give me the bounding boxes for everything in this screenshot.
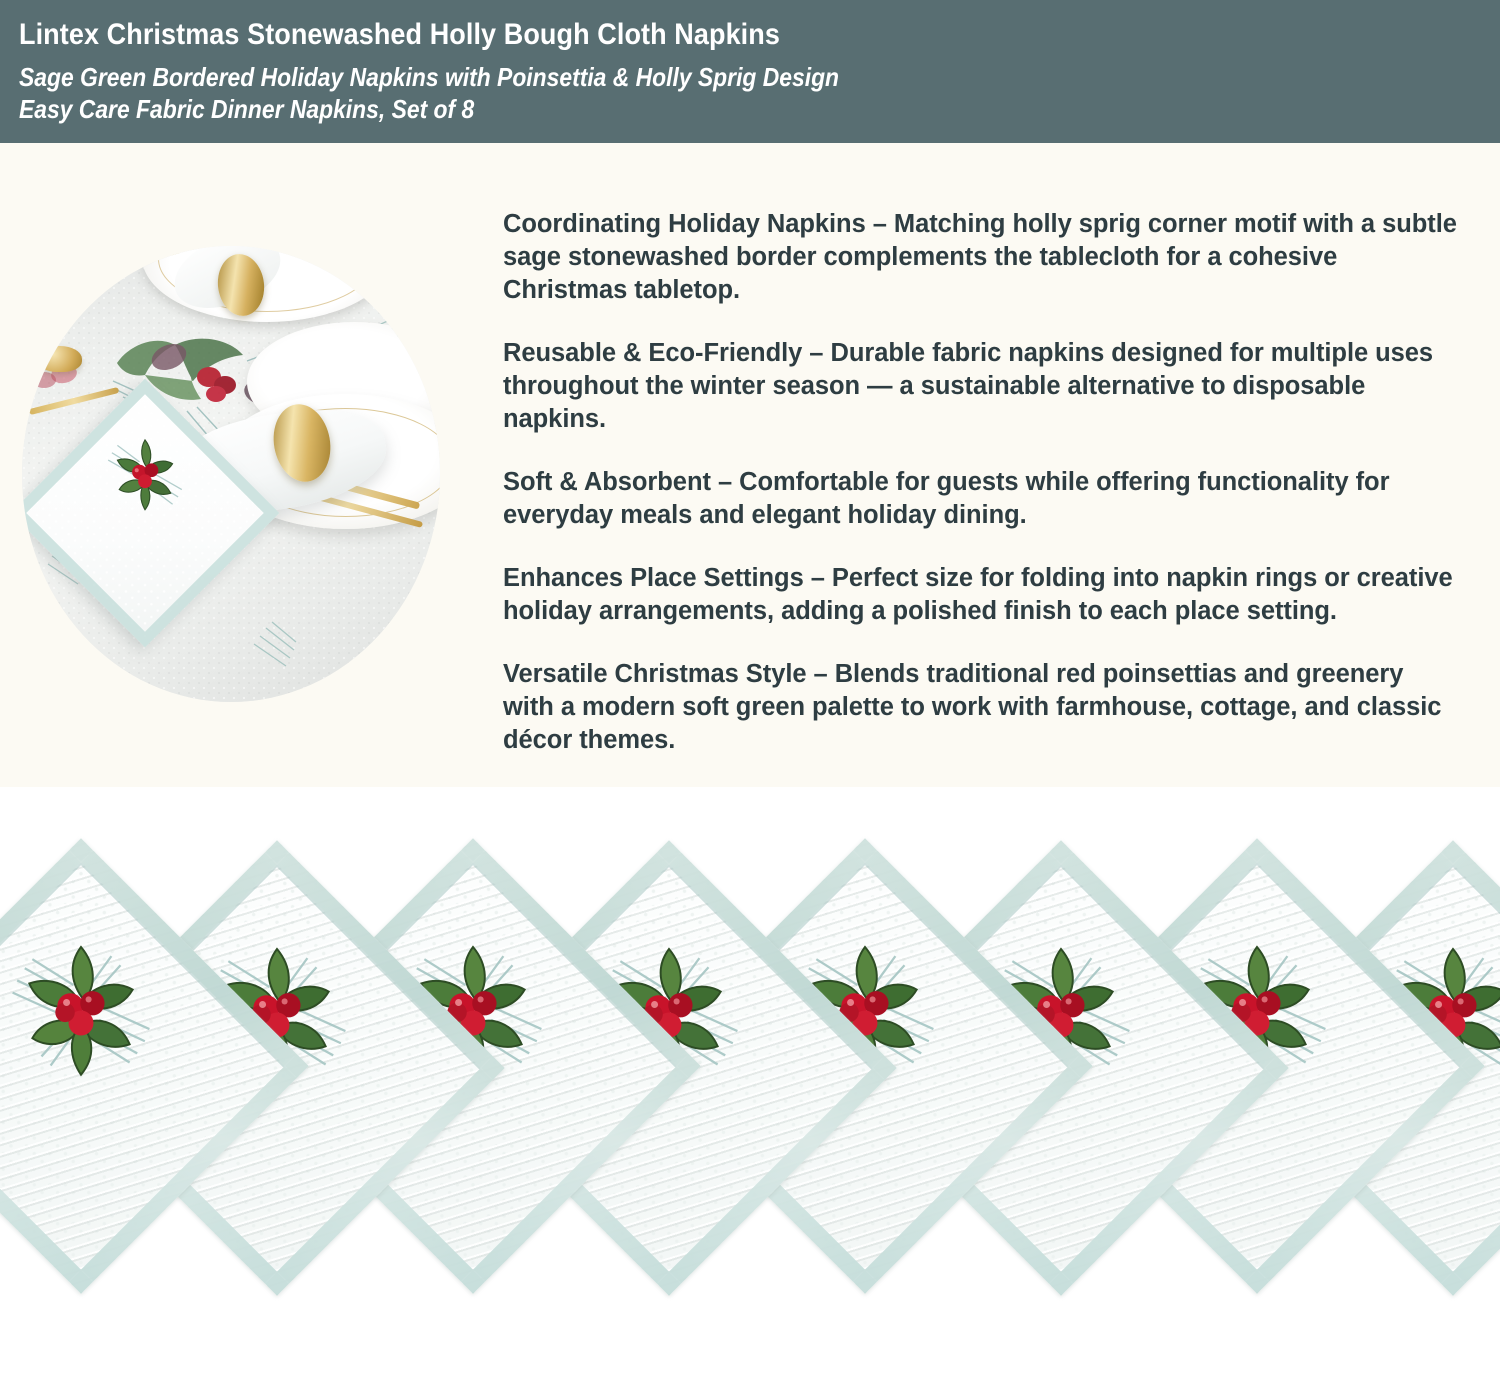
holly-sprig-icon [5, 935, 157, 1087]
holly-sprig-icon [99, 429, 191, 521]
feature-list [503, 208, 1458, 757]
lifestyle-photo-scene [22, 246, 440, 702]
lifestyle-photo [22, 246, 440, 702]
napkin-showcase [0, 787, 1500, 1387]
feature-item-4: Enhances Place Settings – Perfect size for folding into napkin rings or creative holiday arrangements, adding a polished finish to each place setting. [503, 564, 1453, 625]
header-banner [0, 0, 1500, 143]
feature-item-3: Soft & Absorbent – Comfortable for guests while offering functionality for everyday meals and elegant holiday dining. [503, 468, 1390, 529]
feature-item-1: Coordinating Holiday Napkins – Matching holly sprig corner motif with a subtle sage stonewashed border complements the tablecloth for a cohesive Christmas tabletop. [503, 210, 1457, 304]
feature-item-5: Versatile Christmas Style – Blends traditional red poinsettias and greenery with a modern soft green palette to work with farmhouse, cottage, and classic décor themes. [503, 660, 1442, 754]
page-subtitle-line-1: Sage Green Bordered Holiday Napkins with Poinsettia & Holly Sprig Design [19, 62, 840, 92]
folded-napkin-holly-motif [99, 429, 191, 521]
gold-tableware-accent [38, 346, 82, 372]
feature-panel [0, 143, 1500, 787]
page-title: Lintex Christmas Stonewashed Holly Bough Cloth Napkins [19, 18, 780, 51]
feature-item-2: Reusable & Eco-Friendly – Durable fabric napkins designed for multiple uses throughout the winter season — a sustainable alternative to disposable napkins. [503, 339, 1434, 433]
page-subtitle-line-2: Easy Care Fabric Dinner Napkins, Set of 8 [19, 94, 475, 124]
napkin-holly-motif [5, 935, 157, 1087]
